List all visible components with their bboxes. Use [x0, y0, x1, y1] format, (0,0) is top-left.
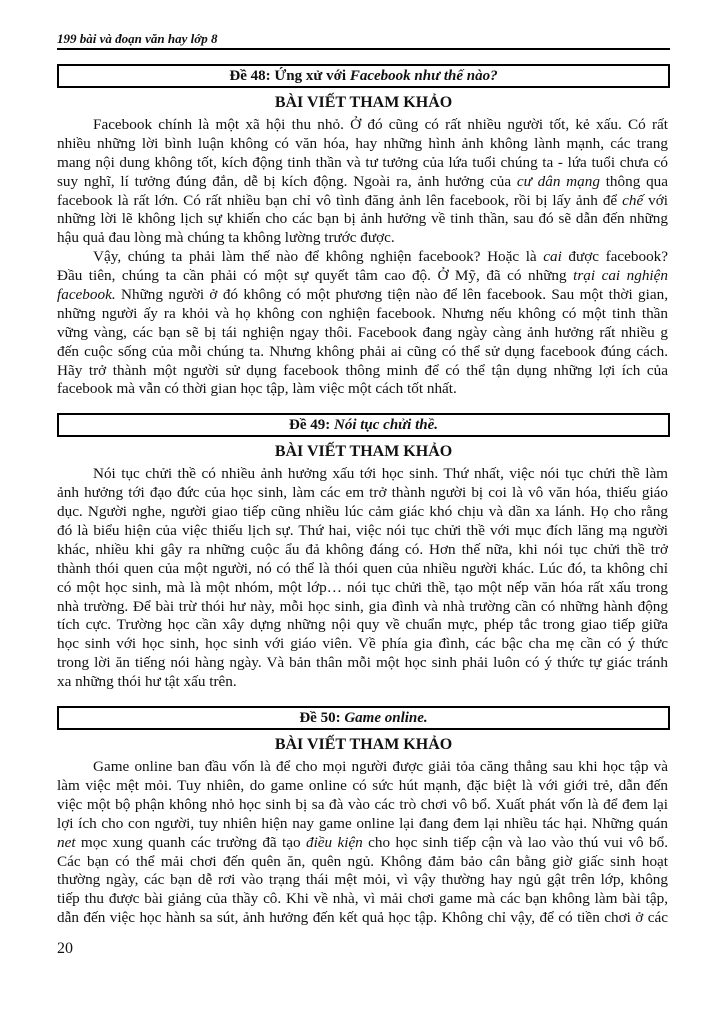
text: Nói tục chửi thề có nhiều ảnh hưởng xấu tới học sinh. Thứ nhất, việc nói tục chửi thề làm [93, 465, 668, 483]
text-line [57, 324, 668, 343]
italic-text: chế [622, 191, 644, 209]
text-line [57, 380, 668, 399]
text: Những người ở đó không có một phương tiện nào để lên facebook. Sau một thời gian, [115, 286, 668, 304]
text: những người ấy ra khỏi và họ không con nghiện facebook. Nhưng nếu không có một tinh thần [57, 304, 668, 322]
text-line [57, 484, 668, 503]
paragraph [57, 116, 668, 248]
text: có một học sinh, mà là một nhóm, một lớp… nói tục chửi thề, tạo một nếp văn hóa rất xấu trong [57, 578, 668, 596]
text: Các bạn có thể mải chơi đến quên ăn, quên ngủ. Không đảm bảo cân bằng giờ giấc sinh hoạt [57, 852, 668, 870]
essay-title-box [57, 413, 670, 437]
text: tiếp thu được bài giảng của thầy cô. Khi về nhà, vì mải chơi game mà các bạn không làm bài tập, [57, 890, 668, 908]
text-line [57, 853, 668, 872]
text-line [57, 871, 668, 890]
text-line [57, 890, 668, 909]
text: Game online ban đầu vốn là để cho mọi người được giải tỏa căng thẳng sau khi học tập và [93, 758, 668, 776]
text-line [57, 579, 668, 598]
text-line [57, 229, 668, 248]
text: nhà trường. Để bài trừ thói hư này, mỗi học sinh, gia đình và nhà trường cần có những hành động [57, 597, 668, 615]
text-line [57, 598, 668, 617]
title-text: Đề 48: Ứng xử với [229, 68, 350, 84]
text: mọc xung quanh các trường đã tạo [75, 833, 306, 851]
text: suy nghĩ, lí tưởng đúng đắn, dễ bị kích động. Ngoài ra, ảnh hưởng của [57, 172, 517, 190]
text-line [57, 503, 668, 522]
text-line [57, 522, 668, 541]
text: thông qua [599, 172, 668, 190]
text: ảnh hưởng tới đạo đức của học sinh, làm các em trở thành người bị coi là vô văn hóa, thiếu giáo [57, 484, 668, 502]
paragraph [57, 465, 668, 692]
reference-heading: BÀI VIẾT THAM KHẢO [274, 443, 453, 461]
text-line [57, 654, 668, 673]
essay-section [57, 706, 670, 928]
text: được facebook? [561, 248, 668, 266]
text: cho học sinh tiếp cận và lao vào thú vui vô bổ. [362, 833, 668, 851]
text-line [57, 758, 668, 777]
text-line [57, 777, 668, 796]
text: facebook mà vẫn có thời gian học tập, làm việc một cách tốt nhất. [57, 380, 457, 398]
paragraph [57, 248, 668, 399]
text: facebook là rất lớn. Có rất nhiều bạn chỉ vô tình đăng ảnh lên facebook, rồi bị lấy ảnh để [57, 191, 623, 209]
text: Đầu tiên, chúng ta cần phải có một sự quyết tâm cao độ. Ở Mỹ, đã có những [57, 267, 574, 285]
title-text: Đề 50: [299, 710, 345, 727]
text: Vậy, chúng ta phải làm thế nào để không nghiện facebook? Hoặc là [93, 248, 544, 266]
text: việc một bộ phận không nhỏ học sinh bị sa đà vào các trò chơi vô bổ. Xuất phát vốn là để đem lại [57, 795, 668, 813]
text: hậu quả đau lòng mà chúng ta không lường trước được. [57, 229, 395, 247]
text: đến cuộc sống của mỗi chúng ta. Nhưng không phải ai cũng có thể sử dụng facebook đúng cách. [57, 342, 668, 360]
italic-text: trại cai nghiện [573, 267, 668, 285]
italic-text: cai [543, 248, 562, 266]
text: những lời lẽ không lịch sự khiến cho các bạn bị ảnh hưởng về tinh thần, sau đó sẽ dẫn đến những [57, 210, 668, 228]
text: thành thói quen của một người, nó có thể là thói quen của nhiều người khác. Lúc đó, ta không chỉ [57, 559, 668, 577]
text: dục. Người nghe, người giao tiếp cũng nhiều lúc cảm giác khó chịu và dần xa lánh. Họ cho rằng [57, 503, 668, 521]
text: thường ngày, các bạn dễ rơi vào trạng thái mệt mỏi, vì vậy thường hay ngủ gật trên lớp, không [57, 871, 668, 889]
reference-heading: BÀI VIẾT THAM KHẢO [274, 736, 453, 754]
text: dẫn đến việc học hành sa sút, ảnh hưởng đến kết quả học tập. Không chỉ vậy, để có tiền chơi ở các [57, 909, 668, 927]
italic-text: cư dân mạng [516, 172, 600, 190]
text-line [57, 815, 668, 834]
text: khác, nhiều khi gây ra những cuộc ẩu đả không đáng có. Hơn thế nữa, khi nói tục chửi thề trở [57, 540, 668, 558]
text: mang nội dung không tốt, kích động tinh thần và tư tưởng của lứa tuổi chúng ta - lứa tuổi chưa có [57, 153, 668, 171]
text-line [57, 909, 668, 928]
text-line [57, 465, 668, 484]
italic-text: net [57, 833, 76, 851]
text: làm việc mệt mỏi. Tuy nhiên, do game online có sức hút mạnh, đặc biệt là với giới trẻ, dẫn đến [57, 776, 668, 794]
text-line [57, 541, 668, 560]
text: Hãy trở thành một người sử dụng facebook thông minh để có thể tận dụng những lợi ích của [57, 361, 668, 379]
title-italic-text: Nói tục chửi thề. [334, 417, 438, 434]
italic-text: điều kiện [305, 833, 363, 851]
text-line [57, 673, 668, 692]
text: tích cực. Trường học cần xây dựng những nội quy về chuẩn mực, phép tắc trong giao tiếp giữa [57, 616, 668, 634]
text-line [57, 135, 668, 154]
essay-title-box [57, 706, 670, 730]
text-line [57, 616, 668, 635]
text-line [57, 248, 668, 267]
text-line [57, 560, 668, 579]
text: nhiều những lời bình luận không có văn hóa, hay những hình ảnh không lành mạnh, các trang [57, 134, 668, 152]
title-italic-text: Game online. [344, 710, 428, 727]
text-line [57, 192, 668, 211]
text-line [57, 154, 668, 173]
text: lợi ích cho con người, tuy nhiên hiện nay game online lại đang đem lại nhiều tác hại. Những quán [57, 814, 668, 832]
title-italic-text: Facebook như thế nào? [349, 68, 498, 84]
text-line [57, 116, 668, 135]
page-number: 20 [57, 940, 73, 957]
page-content [57, 64, 670, 942]
text: trong lời ăn tiếng nói hàng ngày. Và bản thân mỗi một học sinh phải luôn có ý thức tự giác tránh [57, 654, 668, 672]
text: vững vàng, các bạn sẽ bị tái nghiện ngay thôi. Facebook đang ngày càng ảnh hưởng rất nhiều g [57, 323, 668, 341]
essay-title-box [57, 64, 670, 88]
essay-section [57, 413, 670, 692]
text-line [57, 173, 668, 192]
paragraph [57, 758, 668, 928]
text-line [57, 834, 668, 853]
text: xa những thói hư tật xấu trên. [57, 673, 237, 691]
reference-heading: BÀI VIẾT THAM KHẢO [274, 94, 453, 111]
italic-text: facebook. [57, 286, 116, 304]
title-text: Đề 49: [289, 417, 334, 434]
text: với [643, 191, 668, 209]
header-rule [57, 48, 670, 50]
text-line [57, 343, 668, 362]
text-line [57, 635, 668, 654]
text-line [57, 362, 668, 381]
text-line [57, 286, 668, 305]
text-line [57, 796, 668, 815]
text-line [57, 210, 668, 229]
text-line [57, 267, 668, 286]
text-line [57, 305, 668, 324]
running-head: 199 bài và đoạn văn hay lớp 8 [57, 31, 218, 46]
text: học sinh với học sinh, học sinh với giáo viên. Về phía gia đình, các bậc cha mẹ cần có ý thức [57, 635, 668, 653]
text: Facebook chính là một xã hội thu nhỏ. Ở đó cũng có rất nhiều người tốt, kẻ xấu. Có rất [93, 116, 668, 133]
text: đó là biểu hiện của việc thiếu lịch sự. Thứ hai, việc nói tục chửi thề với mục đích lăng mạ người [57, 522, 668, 540]
essay-section [57, 64, 670, 399]
